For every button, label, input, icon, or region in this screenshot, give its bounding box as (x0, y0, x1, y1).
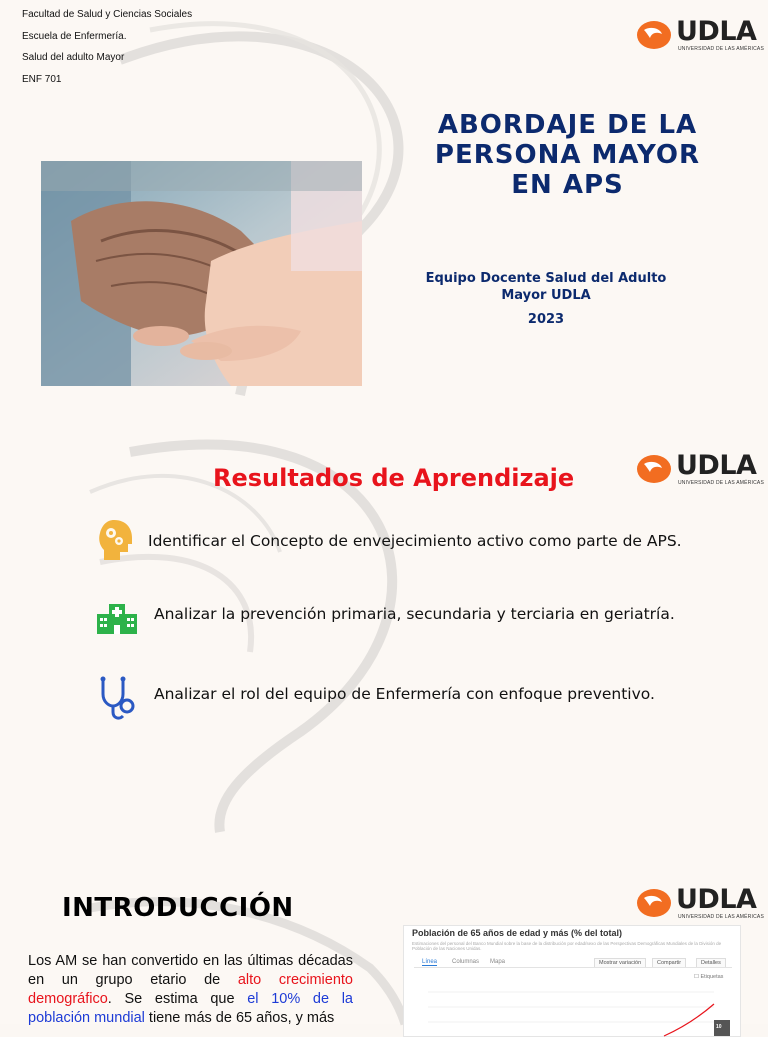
udla-wordmark: UDLA (676, 884, 757, 915)
labels-checkbox-label: Etiquetas (700, 974, 724, 980)
stethoscope-icon (97, 676, 135, 722)
outcome-item-3: Analizar el rol del equipo de Enfermería con enfoque preventivo. (154, 685, 655, 703)
udla-subtitle: UNIVERSIDAD DE LAS AMÉRICAS (678, 914, 764, 920)
details-button[interactable]: Detalles (696, 958, 726, 968)
chart-title: Población de 65 años de edad y más (% del total) (412, 928, 623, 938)
hospital-icon (97, 600, 137, 634)
hands-photo (41, 161, 362, 386)
tab-columns[interactable]: Columnas (452, 959, 480, 965)
udla-subtitle: UNIVERSIDAD DE LAS AMÉRICAS (678, 46, 764, 52)
udla-logo-icon (636, 454, 672, 484)
udla-logo-icon (636, 888, 672, 918)
slide-title-heading (410, 110, 725, 200)
section-title: INTRODUCCIÓN (62, 893, 294, 923)
slide-title (0, 0, 768, 412)
title-line-1: ABORDAJE DE LA (437, 110, 698, 140)
udla-wordmark: UDLA (676, 16, 757, 47)
para-highlight-blue: el 10% de la población mundial (28, 991, 354, 1026)
outcome-item-1: Identificar el Concepto de envejecimiento activo como parte de APS. (148, 532, 682, 550)
para-highlight-red: alto crecimiento demográfico (28, 972, 353, 1007)
chart-subtitle: Estimaciones del personal del Banco Mundial sobre la base de la distribución por edad/sexo de las Perspectivas Demográficas Mundiales de la División de Población de las Naciones Unidas. (412, 941, 722, 951)
tab-map[interactable]: Mapa (490, 959, 506, 965)
udla-subtitle: UNIVERSIDAD DE LAS AMÉRICAS (678, 480, 764, 486)
tab-line[interactable]: Línea (422, 959, 438, 965)
team-line-1: Equipo Docente Salud del Adulto (425, 271, 667, 286)
udla-logo (636, 16, 764, 54)
para-text-2: . Se estima que (107, 991, 248, 1007)
chart-plot-area (414, 982, 732, 1036)
chart-value-badge: 10 (716, 1024, 722, 1030)
udla-wordmark: UDLA (676, 450, 757, 481)
year-text: 2023 (527, 312, 565, 327)
course-code-text: ENF 701 (22, 74, 62, 85)
head-gears-icon (98, 518, 134, 562)
course-name-text: Salud del adulto Mayor (22, 52, 125, 63)
intro-paragraph (28, 952, 353, 1028)
para-text-1: Los AM se han convertido en las últimas décadas en un grupo etario de (28, 953, 353, 988)
slide-learning-outcomes (0, 412, 768, 848)
chart-divider (414, 967, 732, 968)
labels-checkbox[interactable]: ☐ Etiquetas (694, 974, 724, 980)
team-credit (420, 270, 672, 328)
share-button[interactable]: Compartir (652, 958, 686, 968)
para-text-3: tiene más de 65 años, y más (144, 1010, 335, 1026)
title-line-3: EN APS (511, 170, 624, 200)
faculty-text: Facultad de Salud y Ciencias Sociales (22, 9, 193, 20)
udla-logo (636, 884, 764, 922)
outcome-item-2: Analizar la prevención primaria, secundaria y terciaria en geriatría. (154, 605, 675, 623)
udla-logo (636, 450, 764, 488)
population-chart-screenshot (403, 925, 741, 1037)
section-title: Resultados de Aprendizaje (213, 464, 575, 492)
team-line-2: Mayor UDLA (501, 288, 591, 303)
slide-introduction (0, 848, 768, 1030)
title-line-2: PERSONA MAYOR (434, 140, 701, 170)
school-text: Escuela de Enfermería. (22, 31, 127, 42)
udla-logo-icon (636, 20, 672, 50)
show-variation-button[interactable]: Mostrar variación (594, 958, 646, 968)
